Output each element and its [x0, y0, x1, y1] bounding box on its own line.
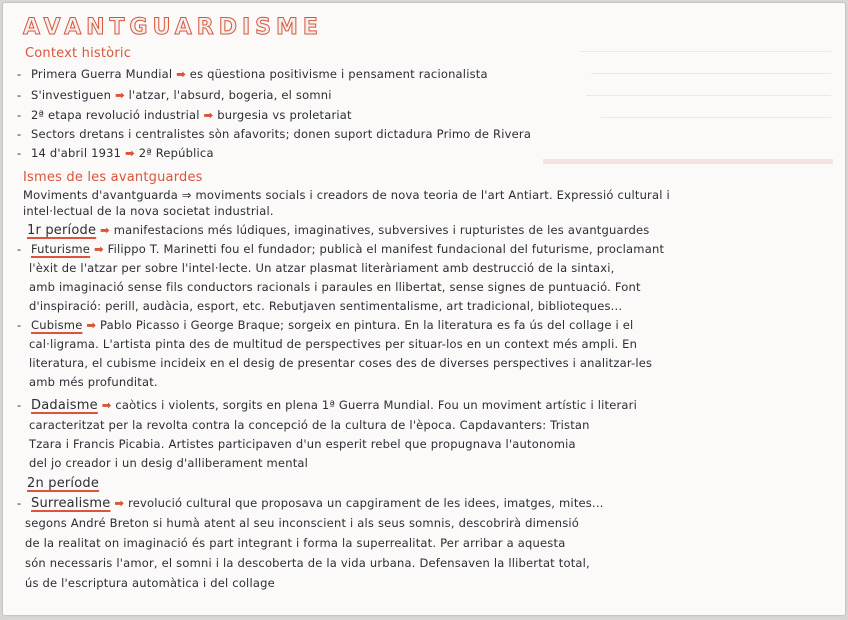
- futurisme-line: l'èxit de l'atzar per sobre l'intel·lecte. Un atzar plasmat literàriament amb destrucció de la sintaxi,: [29, 261, 615, 275]
- period-1: 1r període ➡ manifestacions més lúdiques, imaginatives, subversives i rupturistes de les avantguardes: [27, 223, 650, 238]
- intro-line: intel·lectual de la nova societat industrial.: [23, 204, 274, 218]
- dadaisme-line: - Dadaisme ➡ caòtics i violents, sorgits en plena 1ª Guerra Mundial. Fou un moviment artístic i literari: [17, 398, 637, 413]
- context-item: - 2ª etapa revolució industrial ➡ burgesia vs proletariat: [17, 108, 352, 122]
- arrow-icon: ➡: [125, 146, 135, 160]
- page-title: AVANTGUARDISME: [23, 15, 323, 40]
- section-heading-context: Context històric: [25, 46, 132, 61]
- bleed-line: [601, 117, 831, 118]
- context-item: - Sectors dretans i centralistes sòn afavorits; donen suport dictadura Primo de Rivera: [17, 127, 532, 141]
- dadaisme-line: caracteritzat per la revolta contra la concepció de la cultura de l'època. Capdavanters: Tristan: [29, 418, 590, 432]
- bleed-through-text: [503, 17, 514, 45]
- dadaisme-line: del jo creador i un desig d'alliberament mental: [29, 456, 309, 470]
- surrealisme-line: - Surrealisme ➡ revolució cultural que proposava un capgirament de les idees, imatges, mites...: [17, 496, 604, 511]
- surrealisme-line: segons André Breton si humà atent al seu inconscient i als seus somnis, descobrirà dimensió: [25, 516, 580, 530]
- cubisme-line: amb més profunditat.: [29, 375, 158, 389]
- futurisme-line: amb imaginació sense fils conductors racionals i paraules en llibertat, sense signes de puntuació. Font: [29, 280, 641, 294]
- arrow-icon: ➡: [114, 496, 125, 510]
- intro-line: Moviments d'avantguarda ⇒ moviments socials i creadors de nova teoria de l'art Antiart. Expressió cultural i: [23, 188, 670, 202]
- dadaisme-line: Tzara i Francis Picabia. Artistes participaven d'un esperit rebel que propugnava l'autonomia: [29, 437, 576, 451]
- arrow-icon: ➡: [93, 242, 104, 256]
- bleed-highlight: [543, 159, 833, 164]
- arrow-icon: ➡: [86, 318, 97, 332]
- arrow-icon: ➡: [203, 108, 214, 122]
- cubisme-line: - Cubisme ➡ Pablo Picasso i George Braque; sorgeix en pintura. En la literatura es fa ús del collage i el: [17, 318, 634, 332]
- arrow-icon: ➡: [176, 67, 186, 81]
- futurisme-line: - Futurisme ➡ Filippo T. Marinetti fou el fundador; publicà el manifest fundacional del futurisme, proclamant: [17, 242, 665, 256]
- bleed-line: [591, 73, 831, 74]
- bleed-line: [586, 95, 831, 96]
- futurisme-line: d'inspiració: perill, audàcia, esport, etc. Rebutjaven sentimentalisme, art tradicional, biblioteques...: [29, 299, 623, 313]
- arrow-icon: ➡: [101, 398, 112, 412]
- arrow-icon: ➡: [100, 223, 110, 237]
- notes-page: [3, 3, 845, 615]
- cubisme-line: cal·ligrama. L'artista pinta des de multitud de perspectives per situar-los en un context més ampli. En: [29, 337, 638, 351]
- context-item: - 14 d'abril 1931 ➡ 2ª República: [17, 146, 214, 160]
- arrow-icon: ➡: [114, 88, 125, 102]
- section-heading-isms: Ismes de les avantguardes: [23, 170, 203, 185]
- context-item: - S'investiguen ➡ l'atzar, l'absurd, bogeria, el somni: [17, 88, 332, 102]
- surrealisme-line: són necessaris l'amor, el somni i la descoberta de la vida urbana. Defensaven la llibertat total,: [25, 556, 590, 570]
- surrealisme-line: ús de l'escriptura automàtica i del collage: [25, 576, 275, 590]
- context-item: - Primera Guerra Mundial ➡ es qüestiona positivisme i pensament racionalista: [17, 67, 488, 81]
- surrealisme-line: de la realitat on imaginació és part integrant i forma la superrealitat. Per arribar a aquesta: [25, 536, 566, 550]
- cubisme-line: literatura, el cubisme incideix en el desig de presentar coses des de diverses perspectives i analitzar-les: [29, 356, 653, 370]
- bleed-line: [581, 51, 831, 52]
- period-2: 2n període: [27, 476, 100, 491]
